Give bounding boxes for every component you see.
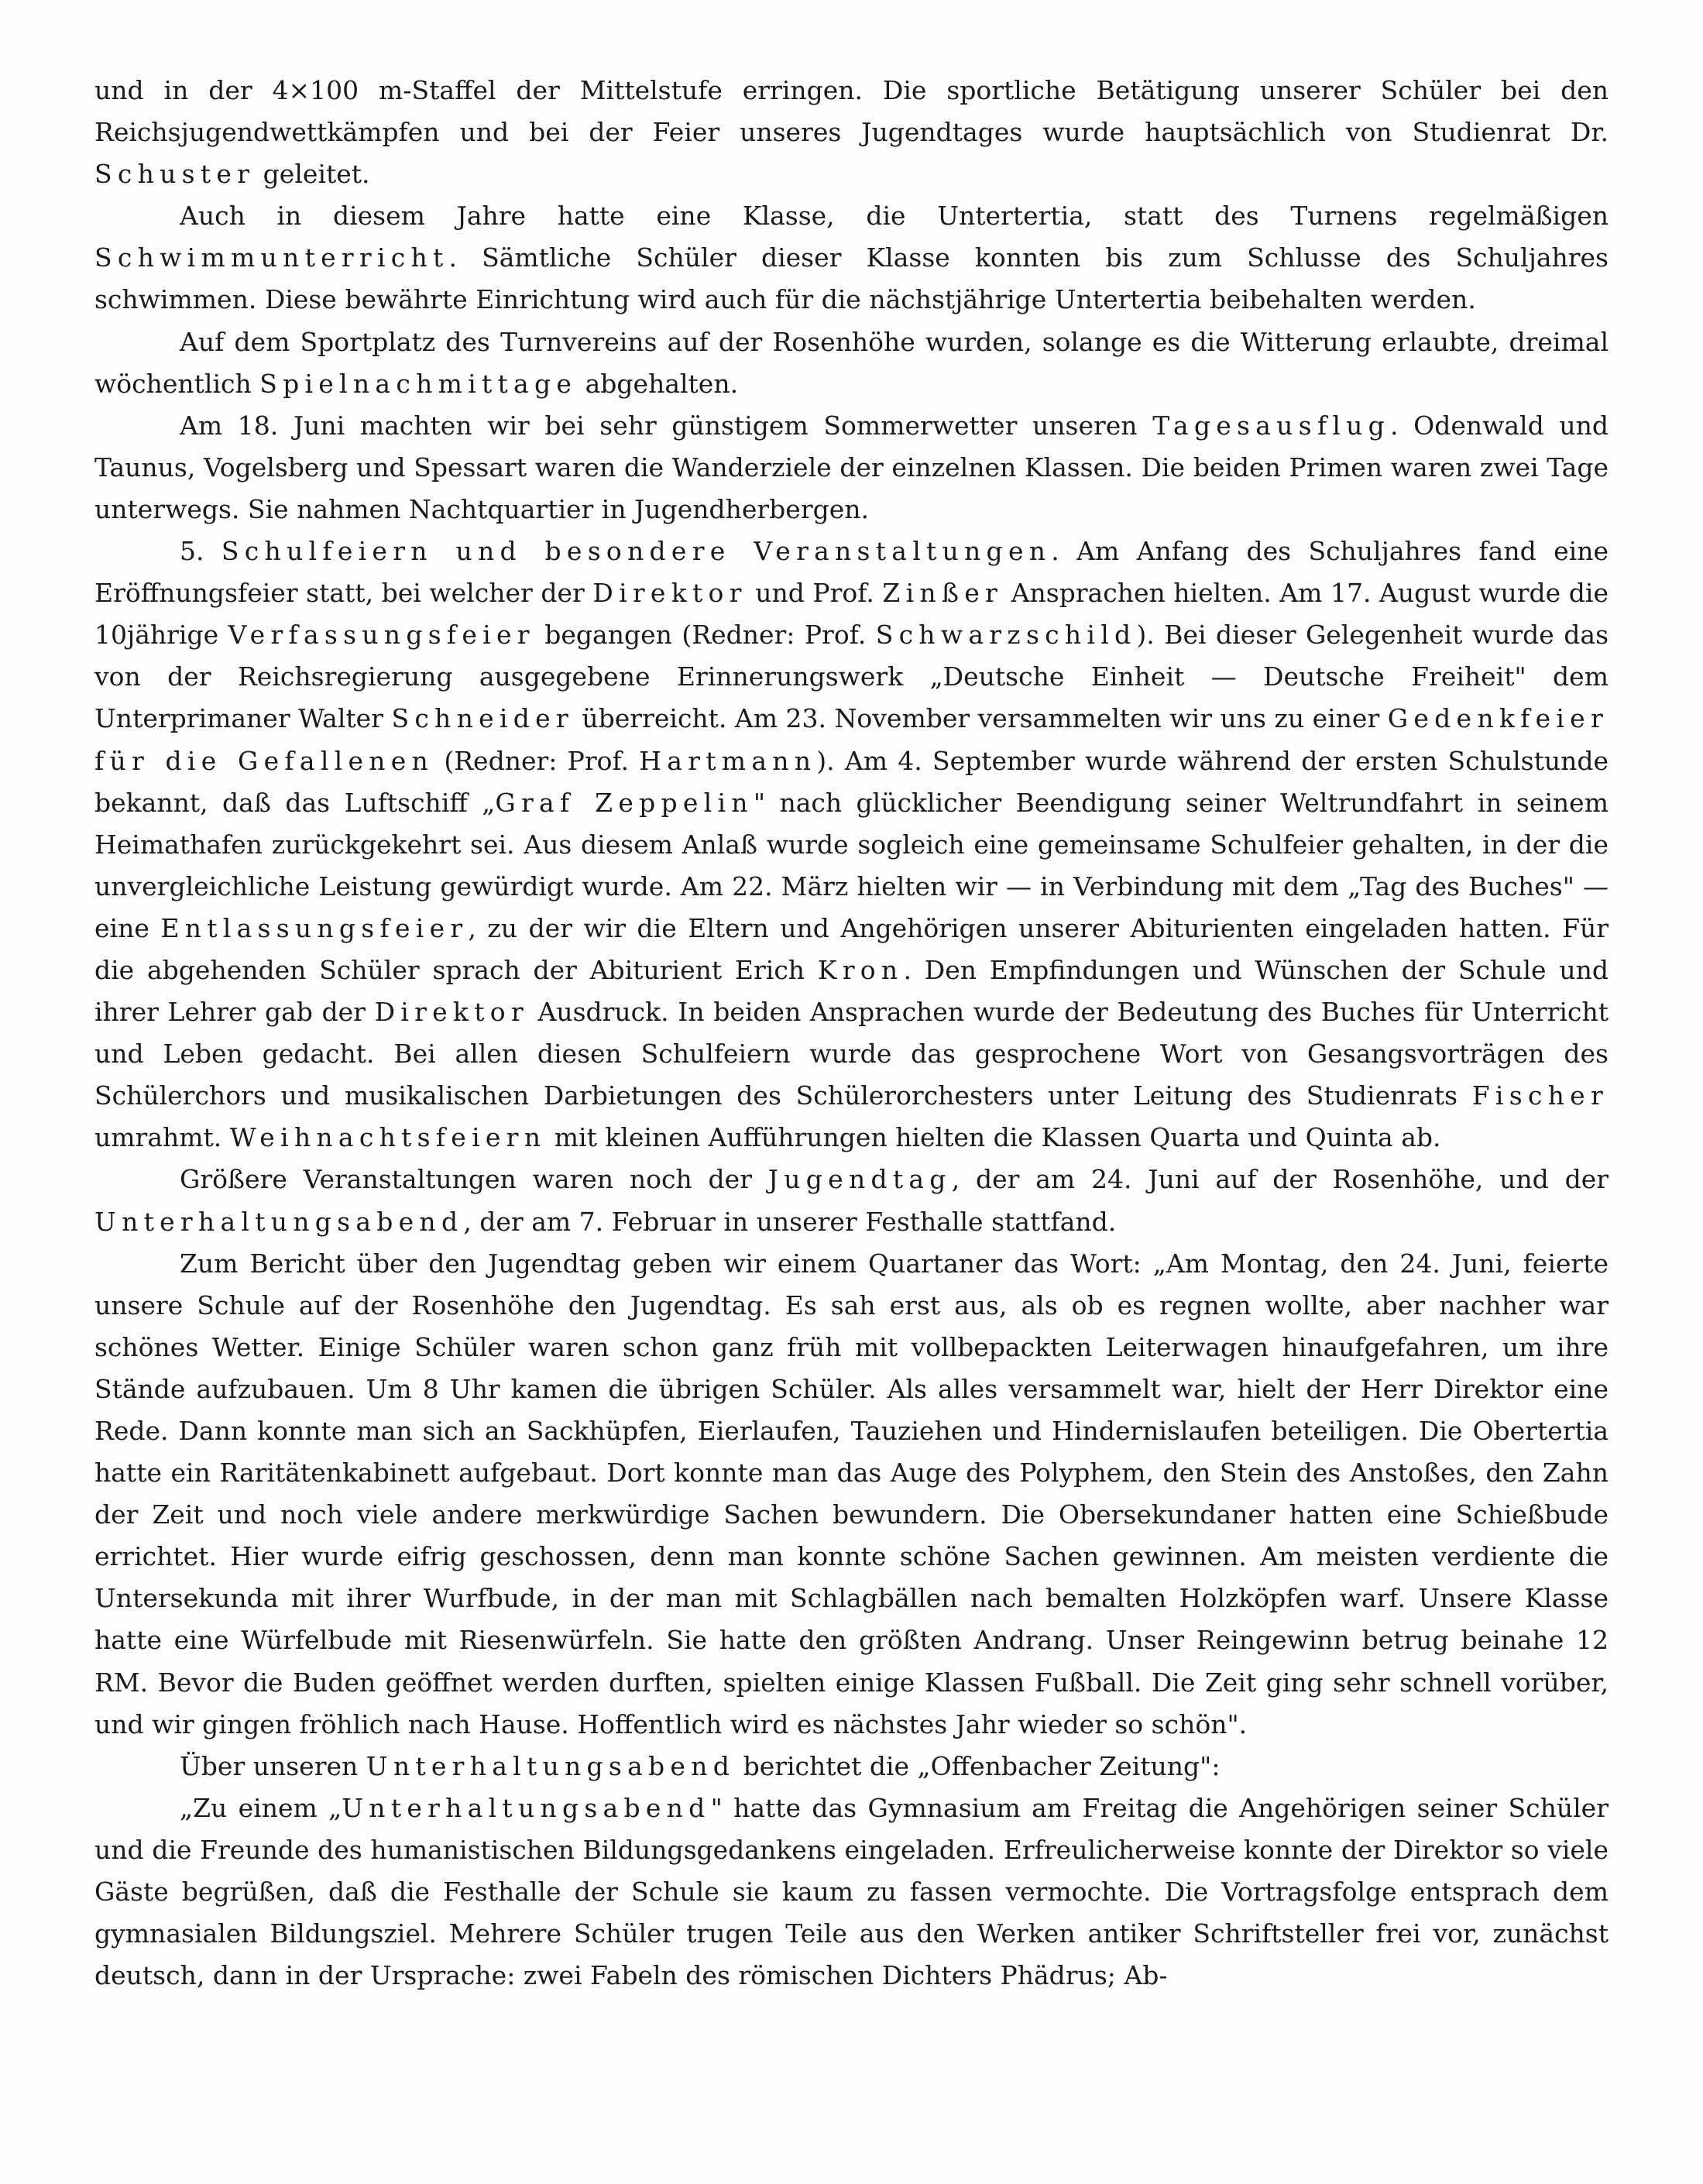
document-page <box>94 70 1609 1997</box>
paragraph-sportplatz: Auf dem Sportplatz des Turnvereins auf der Rosenhöhe wurden, solange es die Witterung erlaubte, dreimal wöchentlich Spielnachmittage abgehalten. <box>94 326 1609 399</box>
paragraph-schulfeiern: 5. Schulfeiern und besondere Veranstaltungen. Am Anfang des Schuljahres fand eine Eröffnungsfeier statt, bei welcher der Direktor und Prof. Zinßer Ansprachen hielten. Am 17. August wurde die 10jährige Verfassungsfeier begangen (Redner: Prof. Schwarzschild). Bei dieser Gelegenheit wurde das von der Reichsregierung ausgegebene Erinnerungswerk „Deutsche Einheit — Deutsche Freiheit" dem Unterprimaner Walter Schneider überreicht. Am 23. November versammelten wir uns zu einer Gedenkfeier für die Gefallenen (Redner: Prof. Hartmann). Am 4. September wurde während der ersten Schulstunde bekannt, daß das Luftschiff „Graf Zeppelin" nach glücklicher Beendigung seiner Weltrundfahrt in seinem Heimathafen zurückgekehrt sei. Aus diesem Anlaß wurde sogleich eine gemeinsame Schulfeier gehalten, in der die unvergleichliche Leistung gewürdigt wurde. Am 22. März hielten wir — in Verbindung mit dem „Tag des Buches" — eine Entlassungsfeier, zu der wir die Eltern und Angehörigen unserer Abiturienten eingeladen hatten. Für die abgehenden Schüler sprach der Abiturient Erich Kron. Den Empfindungen und Wünschen der Schule und ihrer Lehrer gab der Direktor Ausdruck. In beiden Ansprachen wurde der Bedeutung des Buches für Unterricht und Leben gedacht. Bei allen diesen Schulfeiern wurde das gesprochene Wort von Gesangsvorträgen des Schülerchors und musikalischen Darbietungen des Schülerorchesters unter Leitung des Studienrats Fischer umrahmt. Weihnachtsfeiern mit kleinen Aufführungen hielten die Klassen Quarta und Quinta ab. <box>94 536 1609 1153</box>
paragraph-veranstaltungen: Größere Veranstaltungen waren noch der Jugendtag, der am 24. Juni auf der Rosenhöhe, und der Unterhaltungsabend, der am 7. Februar in unserer Festhalle stattfand. <box>94 1164 1609 1237</box>
paragraph-ausflug: Am 18. Juni machten wir bei sehr günstigem Sommerwetter unseren Tagesausflug. Odenwald und Taunus, Vogelsberg und Spessart waren die Wanderziele der einzelnen Klassen. Die beiden Primen waren zwei Tage unterwegs. Sie nahmen Nachtquartier in Jugendherbergen. <box>94 410 1609 524</box>
paragraph-sport: und in der 4×100 m-Staffel der Mittelstufe erringen. Die sportliche Betätigung unserer Schüler bei den Reichsjugendwettkämpfen und bei der Feier unseres Jugendtages wurde hauptsächlich von Studienrat Dr. Schuster geleitet. <box>94 75 1609 190</box>
paragraph-jugendtag-bericht: Zum Bericht über den Jugendtag geben wir einem Quartaner das Wort: „Am Montag, den 24. Juni, feierte unsere Schule auf der Rosenhöhe den Jugendtag. Es sah erst aus, als ob es regnen wollte, aber nachher war schönes Wetter. Einige Schüler waren schon ganz früh mit vollbepackten Leiterwagen hinaufgefahren, um ihre Stände aufzubauen. Um 8 Uhr kamen die übrigen Schüler. Als alles versammelt war, hielt der Herr Direktor eine Rede. Dann konnte man sich an Sackhüpfen, Eierlaufen, Tauziehen und Hindernislaufen beteiligen. Die Obertertia hatte ein Raritätenkabinett aufgebaut. Dort konnte man das Auge des Polyphem, den Stein des Anstoßes, den Zahn der Zeit und noch viele andere merkwürdige Sachen bewundern. Die Obersekundaner hatten eine Schießbude errichtet. Hier wurde eifrig geschossen, denn man konnte schöne Sachen gewinnen. Am meisten verdiente die Untersekunda mit ihrer Wurfbude, in der man mit Schlagbällen nach bemalten Holzköpfen warf. Unsere Klasse hatte eine Würfelbude mit Riesenwürfeln. Sie hatte den größten Andrang. Unser Reingewinn betrug beinahe 12 RM. Bevor die Buden geöffnet werden durften, spielten einige Klassen Fußball. Die Zeit ging sehr schnell vorüber, und wir gingen fröhlich nach Hause. Hoffentlich wird es nächstes Jahr wieder so schön". <box>94 1248 1609 1739</box>
paragraph-zeitung-quote: „Zu einem „Unterhaltungsabend" hatte das Gymnasium am Freitag die Angehörigen seiner Schüler und die Freunde des humanistischen Bildungsgedankens eingeladen. Erfreulicherweise konnte der Direktor so viele Gäste begrüßen, daß die Festhalle der Schule sie kaum zu fassen vermochte. Die Vortragsfolge entsprach dem gymnasialen Bildungsziel. Mehrere Schüler trugen Teile aus den Werken antiker Schriftsteller frei vor, zunächst deutsch, dann in der Ursprache: zwei Fabeln des römischen Dichters Phädrus; Ab- <box>94 1792 1609 1991</box>
paragraph-zeitung-intro: Über unseren Unterhaltungsabend berichtet die „Offenbacher Zeitung": <box>180 1750 1221 1781</box>
paragraph-swimming: Auch in diesem Jahre hatte eine Klasse, die Untertertia, statt des Turnens regelmäßigen Schwimmunterricht. Sämtliche Schüler dieser Klasse konnten bis zum Schlusse des Schuljahres schwimmen. Diese bewährte Einrichtung wird auch für die nächstjährige Untertertia beibehalten werden. <box>94 201 1609 315</box>
